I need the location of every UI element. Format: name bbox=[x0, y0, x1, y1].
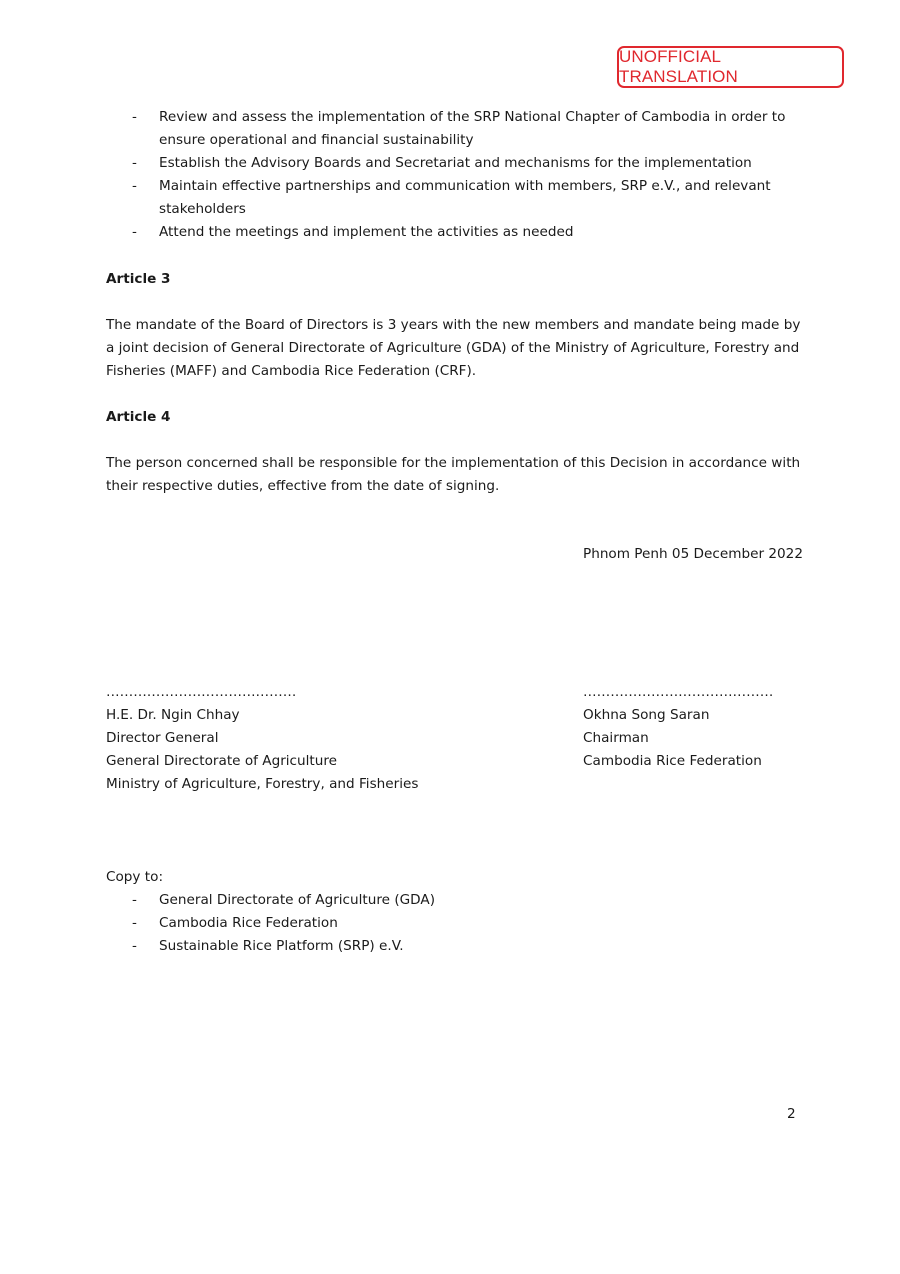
list-marker: - bbox=[132, 892, 137, 908]
page-number: 2 bbox=[787, 1106, 796, 1122]
list-item-text: Cambodia Rice Federation bbox=[159, 915, 338, 931]
copy-to-list bbox=[106, 889, 806, 958]
list-marker: - bbox=[132, 938, 137, 954]
list-item bbox=[106, 152, 806, 175]
list-item bbox=[106, 175, 806, 221]
list-marker: - bbox=[132, 178, 137, 194]
signature-line: …………………………………… bbox=[106, 684, 297, 700]
list-item-text: Sustainable Rice Platform (SRP) e.V. bbox=[159, 938, 404, 954]
list-marker: - bbox=[132, 915, 137, 931]
signatory-organization: Cambodia Rice Federation bbox=[583, 753, 762, 769]
signatory-name: Okhna Song Saran bbox=[583, 707, 710, 723]
list-item bbox=[106, 935, 806, 958]
list-marker: - bbox=[132, 109, 137, 125]
list-marker: - bbox=[132, 155, 137, 171]
article-4-text: The person concerned shall be responsible for the implementation of this Decision in accordance with their respective duties, effective from the date of signing. bbox=[106, 455, 801, 494]
list-item bbox=[106, 889, 806, 912]
place-and-date: Phnom Penh 05 December 2022 bbox=[583, 546, 803, 562]
responsibilities-list bbox=[106, 106, 806, 244]
article-3-text: The mandate of the Board of Directors is 3 years with the new members and mandate being made by a joint decision of General Directorate of Agriculture (GDA) of the Ministry of Agriculture, Forestry and Fisheries (MAFF) and Cambodia Rice Federation (CRF). bbox=[106, 317, 801, 379]
signature-block-left bbox=[106, 681, 418, 796]
signatory-title: Chairman bbox=[583, 730, 649, 746]
list-item-text: Review and assess the implementation of the SRP National Chapter of Cambodia in order to ensure operational and financial sustainability bbox=[159, 109, 786, 148]
list-item-text: General Directorate of Agriculture (GDA) bbox=[159, 892, 436, 908]
list-item-text: Maintain effective partnerships and communication with members, SRP e.V., and relevant stakeholders bbox=[159, 178, 771, 217]
signatory-name: H.E. Dr. Ngin Chhay bbox=[106, 707, 240, 723]
signatory-organization: General Directorate of Agriculture bbox=[106, 753, 338, 769]
list-item bbox=[106, 106, 806, 152]
list-item bbox=[106, 221, 806, 244]
list-item bbox=[106, 912, 806, 935]
copy-to-label: Copy to: bbox=[106, 869, 164, 885]
list-item-text: Attend the meetings and implement the activities as needed bbox=[159, 224, 574, 240]
signatory-ministry: Ministry of Agriculture, Forestry, and Fisheries bbox=[106, 776, 419, 792]
unofficial-translation-stamp: UNOFFICIAL TRANSLATION bbox=[617, 46, 844, 88]
signature-line: …………………………………… bbox=[583, 684, 774, 700]
list-marker: - bbox=[132, 224, 137, 240]
article-3-heading: Article 3 bbox=[106, 271, 171, 287]
signature-block-right bbox=[583, 681, 773, 773]
list-item-text: Establish the Advisory Boards and Secretariat and mechanisms for the implementation bbox=[159, 155, 752, 171]
article-4-heading: Article 4 bbox=[106, 409, 171, 425]
signatory-title: Director General bbox=[106, 730, 219, 746]
